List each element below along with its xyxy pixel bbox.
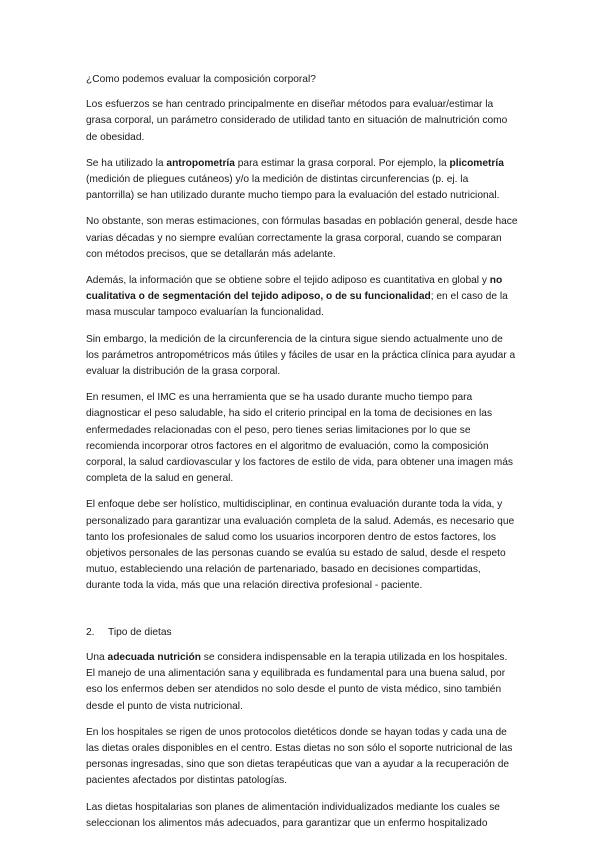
bold-term-plicometria: plicometría bbox=[449, 157, 504, 169]
text-span: Se ha utilizado la bbox=[86, 157, 167, 169]
section-title: Tipo de dietas bbox=[108, 626, 172, 638]
paragraph-enfoque bbox=[86, 497, 518, 594]
text-span: Los esfuerzos se han centrado principalmente en diseñar métodos para evaluar/estimar la grasa corporal, un parámetro considerado de utilidad tanto en situación de malnutrición como de obesidad. bbox=[86, 99, 508, 143]
text-span: Una bbox=[86, 651, 108, 663]
paragraph-estimaciones bbox=[86, 214, 518, 263]
bold-term-antropometria: antropometría bbox=[166, 157, 235, 169]
text-span: Además, la información que se obtiene sobre el tejido adiposo es cuantitativa en global y bbox=[86, 275, 490, 287]
text-span: (medición de pliegues cutáneos) y/o la medición de distintas circunferencias (p. ej. la pantorrilla) se han utilizado durante mucho tiempo para la evaluación del estado nutricional. bbox=[86, 174, 500, 202]
paragraph-cintura bbox=[86, 332, 518, 381]
text-span: No obstante, son meras estimaciones, con fórmulas basadas en población general, desde hace varias décadas y no siempre evalúan correctamente la grasa corporal, cuando se comparan con métodos precisos, que se detallarán más adelante. bbox=[86, 216, 518, 260]
text-span: El enfoque debe ser holístico, multidisciplinar, en continua evaluación durante toda la vida, y personalizado para garantizar una evaluación completa de la salud. Además, es necesario que tanto los profesionales de salud como los usuarios incorporen dentro de estos factores, los objetivos personales de las personas cuando se evalúa su estado de salud, desde el respeto mutuo, estableciendo una relación de partenariado, basado en decisiones compartidas, durante toda la vida, más que una relación directiva profesional - paciente. bbox=[86, 499, 515, 592]
section-heading bbox=[86, 625, 518, 641]
paragraph-grasa-corporal bbox=[86, 97, 518, 146]
text-span: ; en el caso de la masa muscular tampoco evaluarían la funcionalidad. bbox=[86, 291, 508, 319]
text-span: En los hospitales se rigen de unos protocolos dietéticos donde se hayan todas y cada una de las dietas orales disponibles en el centro. Estas dietas no son sólo el soporte nutricional de las personas ingresadas, sino que son dietas terapéuticas que van a ayudar a la recuperación de pacientes afectados por distintas patologías. bbox=[86, 726, 513, 787]
bold-phrase-segmentacion: no cualitativa o de segmentación del tejido adiposo, o de su funcionalidad bbox=[86, 275, 503, 303]
text-span: En resumen, el IMC es una herramienta que se ha usado durante mucho tiempo para diagnosticar el peso saludable, ha sido el criterio principal en la toma de decisiones en las enfermedades relacionadas con el peso, pero tienes serias limitaciones por lo que se recomienda incorporar otros factores en el algoritmo de evaluación, como la composición corporal, la salud cardiovascular y los factores de estilo de vida, para obtener una imagen más completa de la salud en general. bbox=[86, 392, 513, 485]
text-span: Las dietas hospitalarias son planes de alimentación individualizados mediante los cuales se seleccionan los alimentos más adecuados, para garantizar que un enfermo hospitalizado bbox=[86, 801, 500, 829]
paragraph-tejido-adiposo bbox=[86, 273, 518, 322]
text-span: se considera indispensable en la terapia utilizada en los hospitales. El manejo de una alimentación sana y equilibrada es fundamental para una buena salud, por eso los enfermos deben ser atendidos no solo desde el punto de vista médico, sino también desde el punto de vista nutricional. bbox=[86, 651, 508, 712]
paragraph-antropometria bbox=[86, 156, 518, 205]
paragraph-imc bbox=[86, 390, 518, 487]
text-span: Sin embargo, la medición de la circunferencia de la cintura sigue siendo actualmente uno de los parámetros antropométricos más útiles y fáciles de usar en la práctica clínica para ayudar a evaluar la distribución de la grasa corporal. bbox=[86, 333, 516, 378]
paragraph-adecuada-nutricion bbox=[86, 650, 518, 715]
section-number: 2. bbox=[86, 626, 95, 638]
bold-term-adecuada-nutricion: adecuada nutrición bbox=[107, 651, 201, 663]
text-span: para estimar la grasa corporal. Por ejemplo, la bbox=[234, 157, 450, 169]
paragraph-dietas-hospitalarias bbox=[86, 800, 518, 832]
paragraph-protocolos bbox=[86, 725, 518, 790]
question-heading: ¿Como podemos evaluar la composición corporal? bbox=[86, 74, 316, 85]
